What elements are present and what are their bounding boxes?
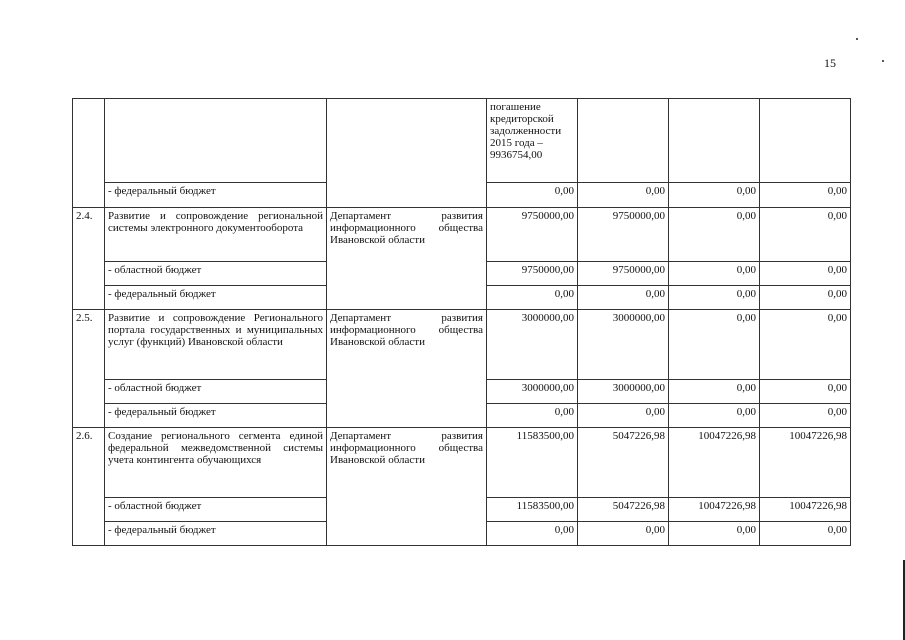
value-cell xyxy=(578,99,669,183)
value-cell: 0,00 xyxy=(760,380,851,404)
budget-label: - областной бюджет xyxy=(105,262,327,286)
value-cell: 0,00 xyxy=(760,310,851,380)
value-cell: 3000000,00 xyxy=(578,310,669,380)
value-cell: 5047226,98 xyxy=(578,428,669,498)
item-title: Развитие и сопровождение Регионального портала государственных и муниципальных услуг (функций) Ивановской области xyxy=(105,310,327,380)
item-number: 2.5. xyxy=(73,310,105,428)
value-cell: 10047226,98 xyxy=(760,428,851,498)
table-row xyxy=(73,99,851,183)
executor-cell xyxy=(327,99,487,208)
value-cell: 3000000,00 xyxy=(578,380,669,404)
budget-label: - областной бюджет xyxy=(105,498,327,522)
value-cell: 10047226,98 xyxy=(669,498,760,522)
value-cell: 9750000,00 xyxy=(578,208,669,262)
value-cell: 0,00 xyxy=(760,208,851,262)
budget-label: - федеральный бюджет xyxy=(105,183,327,208)
table-row xyxy=(73,428,851,498)
item-executor: Департамент развития информационного общества Ивановской области xyxy=(327,208,487,310)
budget-table xyxy=(72,98,851,546)
value-cell: 0,00 xyxy=(760,286,851,310)
item-number: 2.4. xyxy=(73,208,105,310)
item-title: Создание регионального сегмента единой федеральной межведомственной системы учета контингента обучающихся xyxy=(105,428,327,498)
value-cell: 0,00 xyxy=(669,310,760,380)
value-cell: 10047226,98 xyxy=(669,428,760,498)
budget-label: - федеральный бюджет xyxy=(105,404,327,428)
value-cell: 0,00 xyxy=(760,262,851,286)
value-cell xyxy=(669,99,760,183)
budget-label: - федеральный бюджет xyxy=(105,522,327,546)
title-cell xyxy=(105,99,327,183)
value-cell: 10047226,98 xyxy=(760,498,851,522)
value-cell: 11583500,00 xyxy=(487,498,578,522)
value-cell: 0,00 xyxy=(669,208,760,262)
value-cell: 0,00 xyxy=(669,183,760,208)
value-cell: 11583500,00 xyxy=(487,428,578,498)
value-cell: 9750000,00 xyxy=(487,208,578,262)
item-number: 2.6. xyxy=(73,428,105,546)
table-row xyxy=(73,310,851,380)
value-cell: 0,00 xyxy=(487,286,578,310)
value-cell: 0,00 xyxy=(669,404,760,428)
note-cell: погашение кредиторской задолженности 2015 года – 9936754,00 xyxy=(487,99,578,183)
value-cell: 5047226,98 xyxy=(578,498,669,522)
value-cell: 0,00 xyxy=(487,404,578,428)
value-cell: 0,00 xyxy=(669,286,760,310)
value-cell: 0,00 xyxy=(669,262,760,286)
budget-label: - областной бюджет xyxy=(105,380,327,404)
value-cell: 0,00 xyxy=(487,522,578,546)
value-cell: 9750000,00 xyxy=(487,262,578,286)
budget-label: - федеральный бюджет xyxy=(105,286,327,310)
value-cell: 0,00 xyxy=(578,522,669,546)
table-row xyxy=(73,208,851,262)
scan-speck xyxy=(882,60,884,62)
item-title: Развитие и сопровождение региональной системы электронного документооборота xyxy=(105,208,327,262)
index-cell xyxy=(73,99,105,208)
value-cell: 9750000,00 xyxy=(578,262,669,286)
value-cell: 0,00 xyxy=(578,404,669,428)
item-executor: Департамент развития информационного общества Ивановской области xyxy=(327,310,487,428)
value-cell: 0,00 xyxy=(669,380,760,404)
value-cell: 0,00 xyxy=(760,522,851,546)
value-cell: 0,00 xyxy=(578,286,669,310)
value-cell: 3000000,00 xyxy=(487,310,578,380)
value-cell xyxy=(760,99,851,183)
value-cell: 0,00 xyxy=(760,183,851,208)
item-executor: Департамент развития информационного общества Ивановской области xyxy=(327,428,487,546)
value-cell: 3000000,00 xyxy=(487,380,578,404)
value-cell: 0,00 xyxy=(669,522,760,546)
value-cell: 0,00 xyxy=(487,183,578,208)
value-cell: 0,00 xyxy=(760,404,851,428)
value-cell: 0,00 xyxy=(578,183,669,208)
page-number: 15 xyxy=(824,56,836,70)
scan-speck xyxy=(856,38,858,40)
